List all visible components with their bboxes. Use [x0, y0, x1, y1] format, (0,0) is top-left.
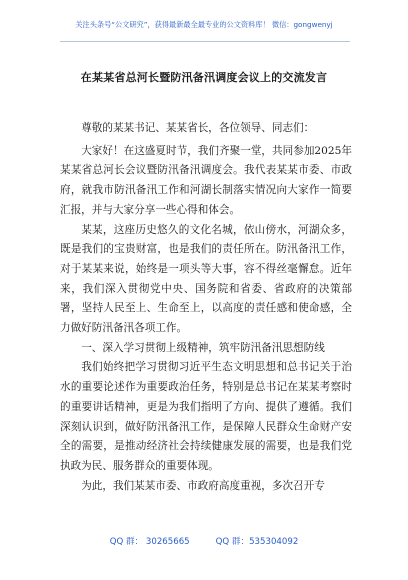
document-body: [60, 119, 352, 496]
paragraph: 我们始终把学习贯彻习近平生态文明思想和总书记关于治水的重要论述作为重要政治任务，特别是总书记在某某考察时的重要讲话精神，更是为我们指明了方向、提供了遵循。我们深刻认识到，做好防汛备汛工作，是保障人民群众生命财产安全的需要，是推动经济社会持续健康发展的需要，也是我们党执政为民、服务群众的重要体现。: [60, 361, 352, 472]
qq-group-2[interactable]: QQ 群：535304092: [215, 537, 299, 547]
salutation: 尊敬的某某书记、某某省长，各位领导、同志们：: [81, 122, 315, 134]
paragraph: 大家好！在这盛夏时节，我们齐聚一堂，共同参加2025年某某省总河长会议暨防汛备汛调度会。我代表某某市委、市政府，就我市防汛备汛工作和河湖长制落实情况向大家作一简要汇报，并与大家分享一些心得和体会。: [60, 144, 352, 216]
document-title: 在某某省总河长暨防汛备汛调度会议上的交流发言: [80, 71, 328, 84]
paragraph: 为此，我们某某市委、市政府高度重视，多次召开专: [81, 479, 325, 492]
promo-header[interactable]: 关注头条号“公文研究”，获得最新最全最专业的公文资料库！ 微信：gongwenyj: [75, 20, 333, 29]
qq-group-1[interactable]: QQ 群： 30265665: [109, 537, 190, 547]
paragraph: 某某，这座历史悠久的文化名城，依山傍水，河湖众多，既是我们的宝贵财富，也是我们的责任所在。防汛备汛工作，对于某某来说，始终是一项头等大事，容不得丝毫懈怠。近年来，我们深入贯彻党中央、国务院和省委、省政府的决策部署，坚持人民至上、生命至上，以高度的责任感和使命感，全力做好防汛备汛各项工作。: [60, 223, 352, 335]
section-heading: 一、深入学习贯彻上级精神，筑牢防汛备汛思想防线: [81, 341, 325, 354]
header-divider: [60, 41, 350, 42]
footer-contact: [20, 536, 388, 548]
